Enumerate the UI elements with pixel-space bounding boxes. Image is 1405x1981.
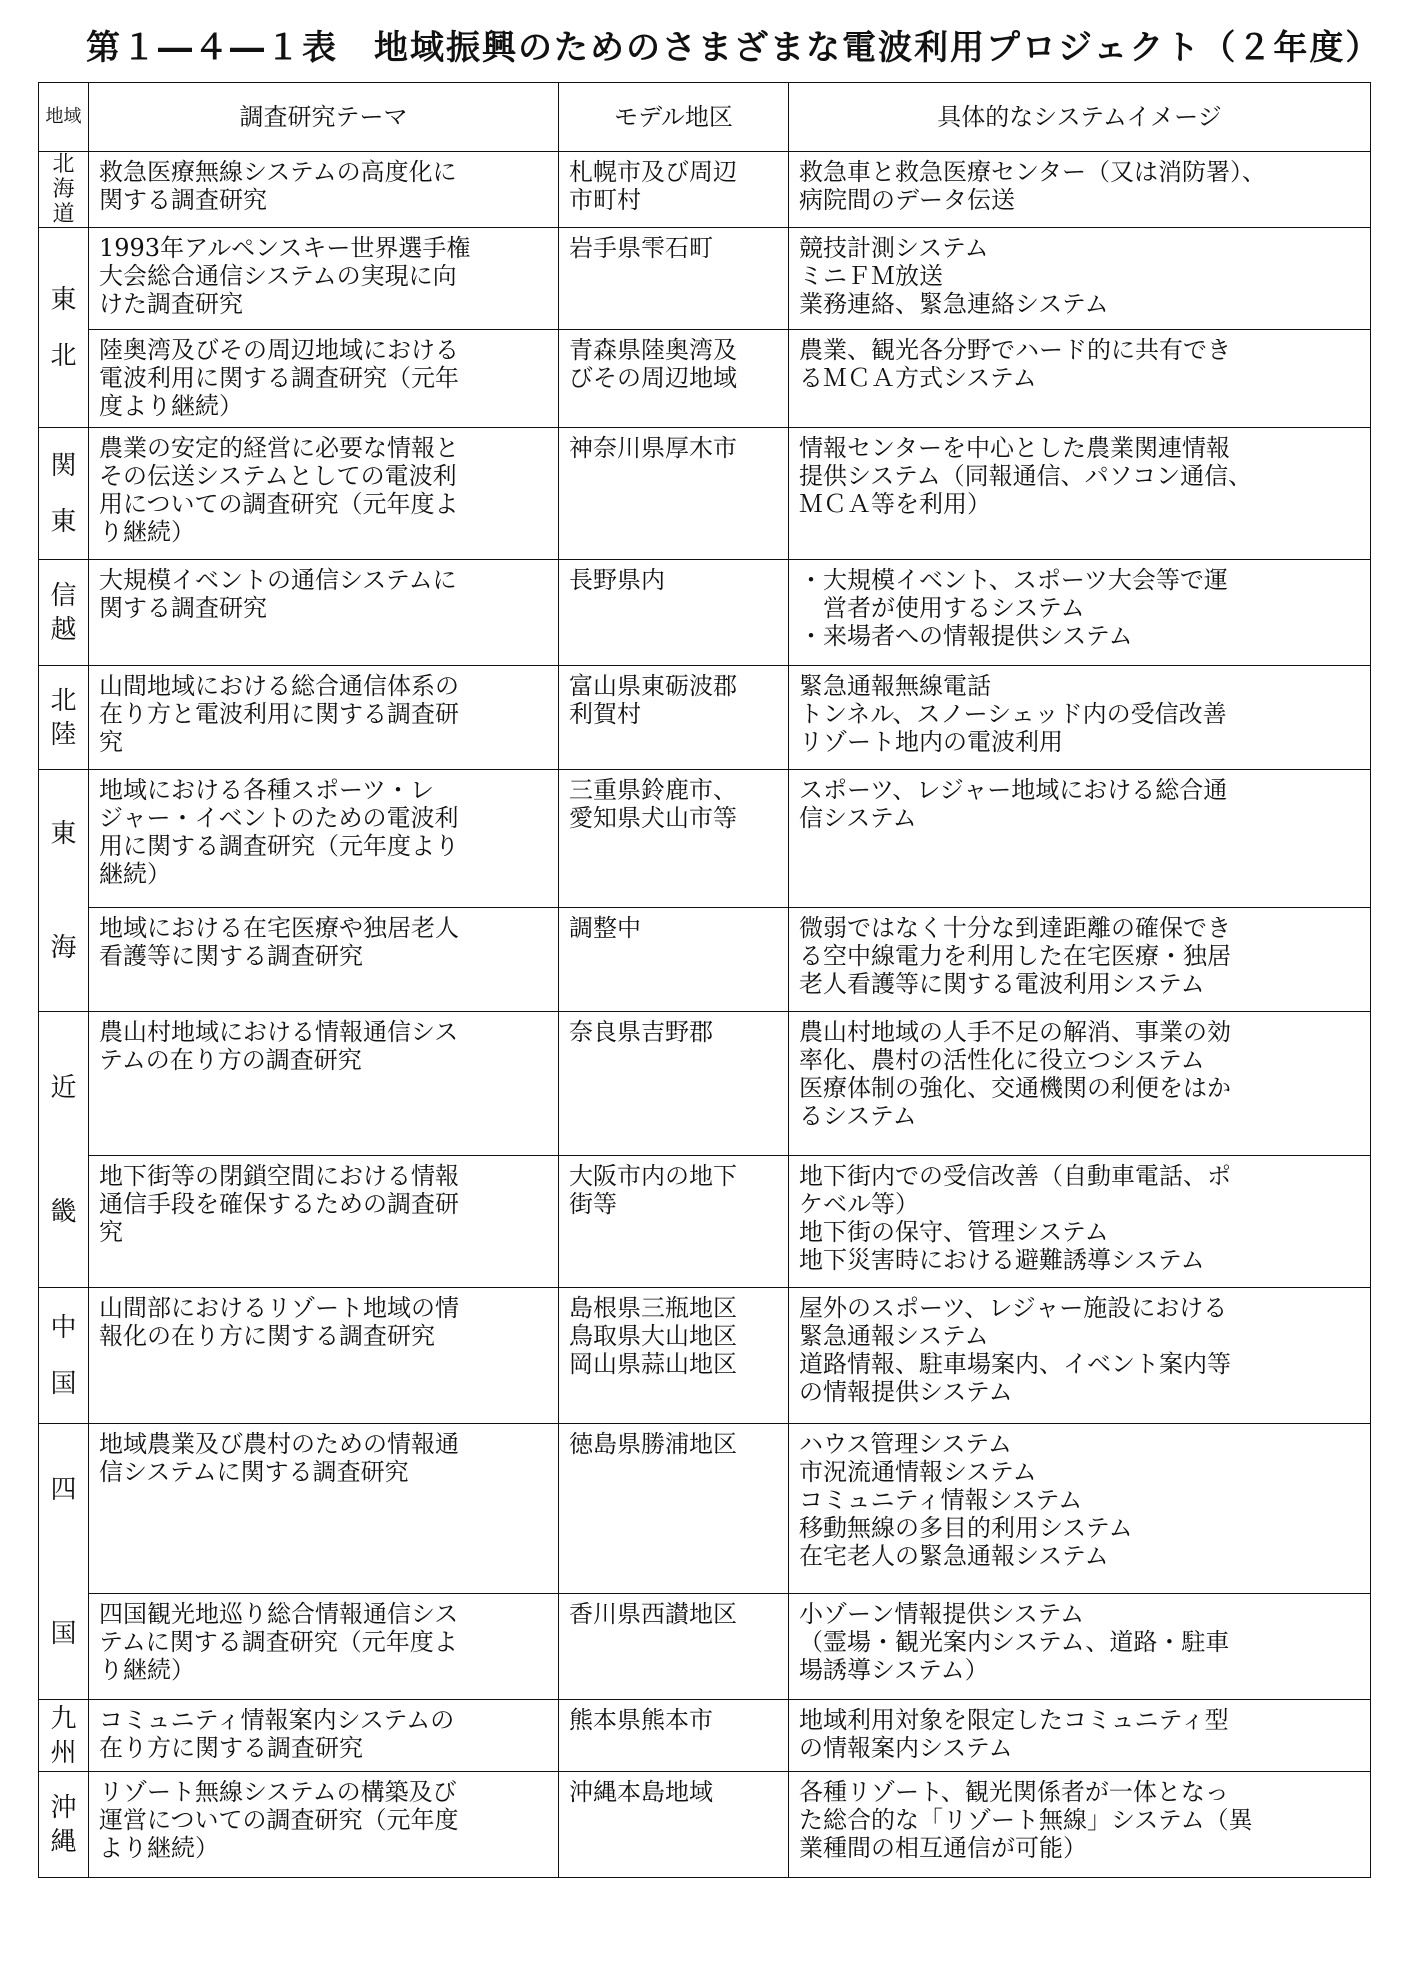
header-system-image: 具体的なシステムイメージ <box>789 83 1371 152</box>
system-image-cell: 小ゾーン情報提供システム （霊場・観光案内システム、道路・駐車 場誘導システム） <box>789 1594 1371 1700</box>
model-area-cell: 富山県東砺波郡 利賀村 <box>559 666 789 770</box>
region-tohoku: 東 北 <box>39 228 89 428</box>
theme-cell: コミュニティ情報案内システムの 在り方に関する調査研究 <box>89 1700 559 1772</box>
model-area-cell: 岩手県雫石町 <box>559 228 789 330</box>
theme-cell: 農業の安定的経営に必要な情報と その伝送システムとしての電波利 用についての調査研究（元年度よ り継続） <box>89 428 559 560</box>
system-image-cell: 屋外のスポーツ、レジャー施設における 緊急通報システム 道路情報、駐車場案内、イベント案内等 の情報提供システム <box>789 1288 1371 1424</box>
table-row <box>39 1772 1371 1878</box>
model-area-cell: 熊本県熊本市 <box>559 1700 789 1772</box>
region-hokkaido: 北 海 道 <box>39 152 89 228</box>
table-row <box>39 228 1371 330</box>
theme-cell: 四国観光地巡り総合情報通信シス テムに関する調査研究（元年度よ り継続） <box>89 1594 559 1700</box>
region-okinawa: 沖 縄 <box>39 1772 89 1878</box>
model-area-cell: 青森県陸奥湾及 びその周辺地域 <box>559 330 789 428</box>
table-row <box>39 330 1371 428</box>
theme-cell: リゾート無線システムの構築及び 運営についての調査研究（元年度 より継続） <box>89 1772 559 1878</box>
system-image-cell: ハウス管理システム 市況流通情報システム コミュニティ情報システム 移動無線の多目的利用システム 在宅老人の緊急通報システム <box>789 1424 1371 1594</box>
system-image-cell: 競技計測システム ミニＦＭ放送 業務連絡、緊急連絡システム <box>789 228 1371 330</box>
theme-cell: 山間部におけるリゾート地域の情 報化の在り方に関する調査研究 <box>89 1288 559 1424</box>
page-title: 第１―４―１表 地域振興のためのさまざまな電波利用プロジェクト（２年度） <box>86 28 1382 68</box>
region-chugoku: 中 国 <box>39 1288 89 1424</box>
model-area-cell: 三重県鈴鹿市、 愛知県犬山市等 <box>559 770 789 908</box>
theme-cell: 地域における在宅医療や独居老人 看護等に関する調査研究 <box>89 908 559 1012</box>
region-kinki: 近 畿 <box>39 1012 89 1288</box>
system-image-cell: 微弱ではなく十分な到達距離の確保でき る空中線電力を利用した在宅医療・独居 老人看護等に関する電波利用システム <box>789 908 1371 1012</box>
model-area-cell: 神奈川県厚木市 <box>559 428 789 560</box>
theme-cell: 農山村地域における情報通信シス テムの在り方の調査研究 <box>89 1012 559 1156</box>
theme-cell: 大規模イベントの通信システムに 関する調査研究 <box>89 560 559 666</box>
model-area-cell: 香川県西讃地区 <box>559 1594 789 1700</box>
system-image-cell: 各種リゾート、観光関係者が一体となっ た総合的な「リゾート無線」システム（異 業種間の相互通信が可能） <box>789 1772 1371 1878</box>
system-image-cell: 地下街内での受信改善（自動車電話、ポ ケベル等） 地下街の保守、管理システム 地下災害時における避難誘導システム <box>789 1156 1371 1288</box>
region-shikoku: 四 国 <box>39 1424 89 1700</box>
region-tokai: 東 海 <box>39 770 89 1012</box>
region-hokuriku: 北 陸 <box>39 666 89 770</box>
system-image-cell: 地域利用対象を限定したコミュニティ型 の情報案内システム <box>789 1700 1371 1772</box>
table-row <box>39 1012 1371 1156</box>
theme-cell: 救急医療無線システムの高度化に 関する調査研究 <box>89 152 559 228</box>
table-row <box>39 1700 1371 1772</box>
system-image-cell: 農山村地域の人手不足の解消、事業の効 率化、農村の活性化に役立つシステム 医療体制の強化、交通機関の利便をはか るシステム <box>789 1012 1371 1156</box>
system-image-cell: 情報センターを中心とした農業関連情報 提供システム（同報通信、パソコン通信、 ＭＣＡ等を利用） <box>789 428 1371 560</box>
table-row <box>39 152 1371 228</box>
region-kanto: 関 東 <box>39 428 89 560</box>
table-row <box>39 908 1371 1012</box>
model-area-cell: 奈良県吉野郡 <box>559 1012 789 1156</box>
system-image-cell: ・大規模イベント、スポーツ大会等で運 営者が使用するシステム ・来場者への情報提供システム <box>789 560 1371 666</box>
theme-cell: 地域農業及び農村のための情報通 信システムに関する調査研究 <box>89 1424 559 1594</box>
project-table <box>38 82 1371 1878</box>
theme-cell: 地域における各種スポーツ・レ ジャー・イベントのための電波利 用に関する調査研究（元年度より 継続） <box>89 770 559 908</box>
table-row <box>39 1288 1371 1424</box>
model-area-cell: 長野県内 <box>559 560 789 666</box>
system-image-cell: 救急車と救急医療センター（又は消防署）、 病院間のデータ伝送 <box>789 152 1371 228</box>
theme-cell: 陸奥湾及びその周辺地域における 電波利用に関する調査研究（元年 度より継続） <box>89 330 559 428</box>
header-model-area: モデル地区 <box>559 83 789 152</box>
system-image-cell: スポーツ、レジャー地域における総合通 信システム <box>789 770 1371 908</box>
model-area-cell: 調整中 <box>559 908 789 1012</box>
model-area-cell: 島根県三瓶地区 鳥取県大山地区 岡山県蒜山地区 <box>559 1288 789 1424</box>
theme-cell: 1993年アルペンスキー世界選手権 大会総合通信システムの実現に向 けた調査研究 <box>89 228 559 330</box>
table-header-row <box>39 83 1371 152</box>
table-row <box>39 1156 1371 1288</box>
model-area-cell: 札幌市及び周辺 市町村 <box>559 152 789 228</box>
table-row <box>39 1594 1371 1700</box>
table-row <box>39 428 1371 560</box>
table-row <box>39 1424 1371 1594</box>
theme-cell: 地下街等の閉鎖空間における情報 通信手段を確保するための調査研 究 <box>89 1156 559 1288</box>
table-row <box>39 770 1371 908</box>
table-row <box>39 560 1371 666</box>
theme-cell: 山間地域における総合通信体系の 在り方と電波利用に関する調査研 究 <box>89 666 559 770</box>
header-region: 地域 <box>39 83 89 152</box>
model-area-cell: 沖縄本島地域 <box>559 1772 789 1878</box>
region-shinetsu: 信 越 <box>39 560 89 666</box>
model-area-cell: 徳島県勝浦地区 <box>559 1424 789 1594</box>
system-image-cell: 農業、観光各分野でハード的に共有でき るＭＣＡ方式システム <box>789 330 1371 428</box>
table-row <box>39 666 1371 770</box>
model-area-cell: 大阪市内の地下 街等 <box>559 1156 789 1288</box>
system-image-cell: 緊急通報無線電話 トンネル、スノーシェッド内の受信改善 リゾート地内の電波利用 <box>789 666 1371 770</box>
region-kyushu: 九 州 <box>39 1700 89 1772</box>
header-theme: 調査研究テーマ <box>89 83 559 152</box>
